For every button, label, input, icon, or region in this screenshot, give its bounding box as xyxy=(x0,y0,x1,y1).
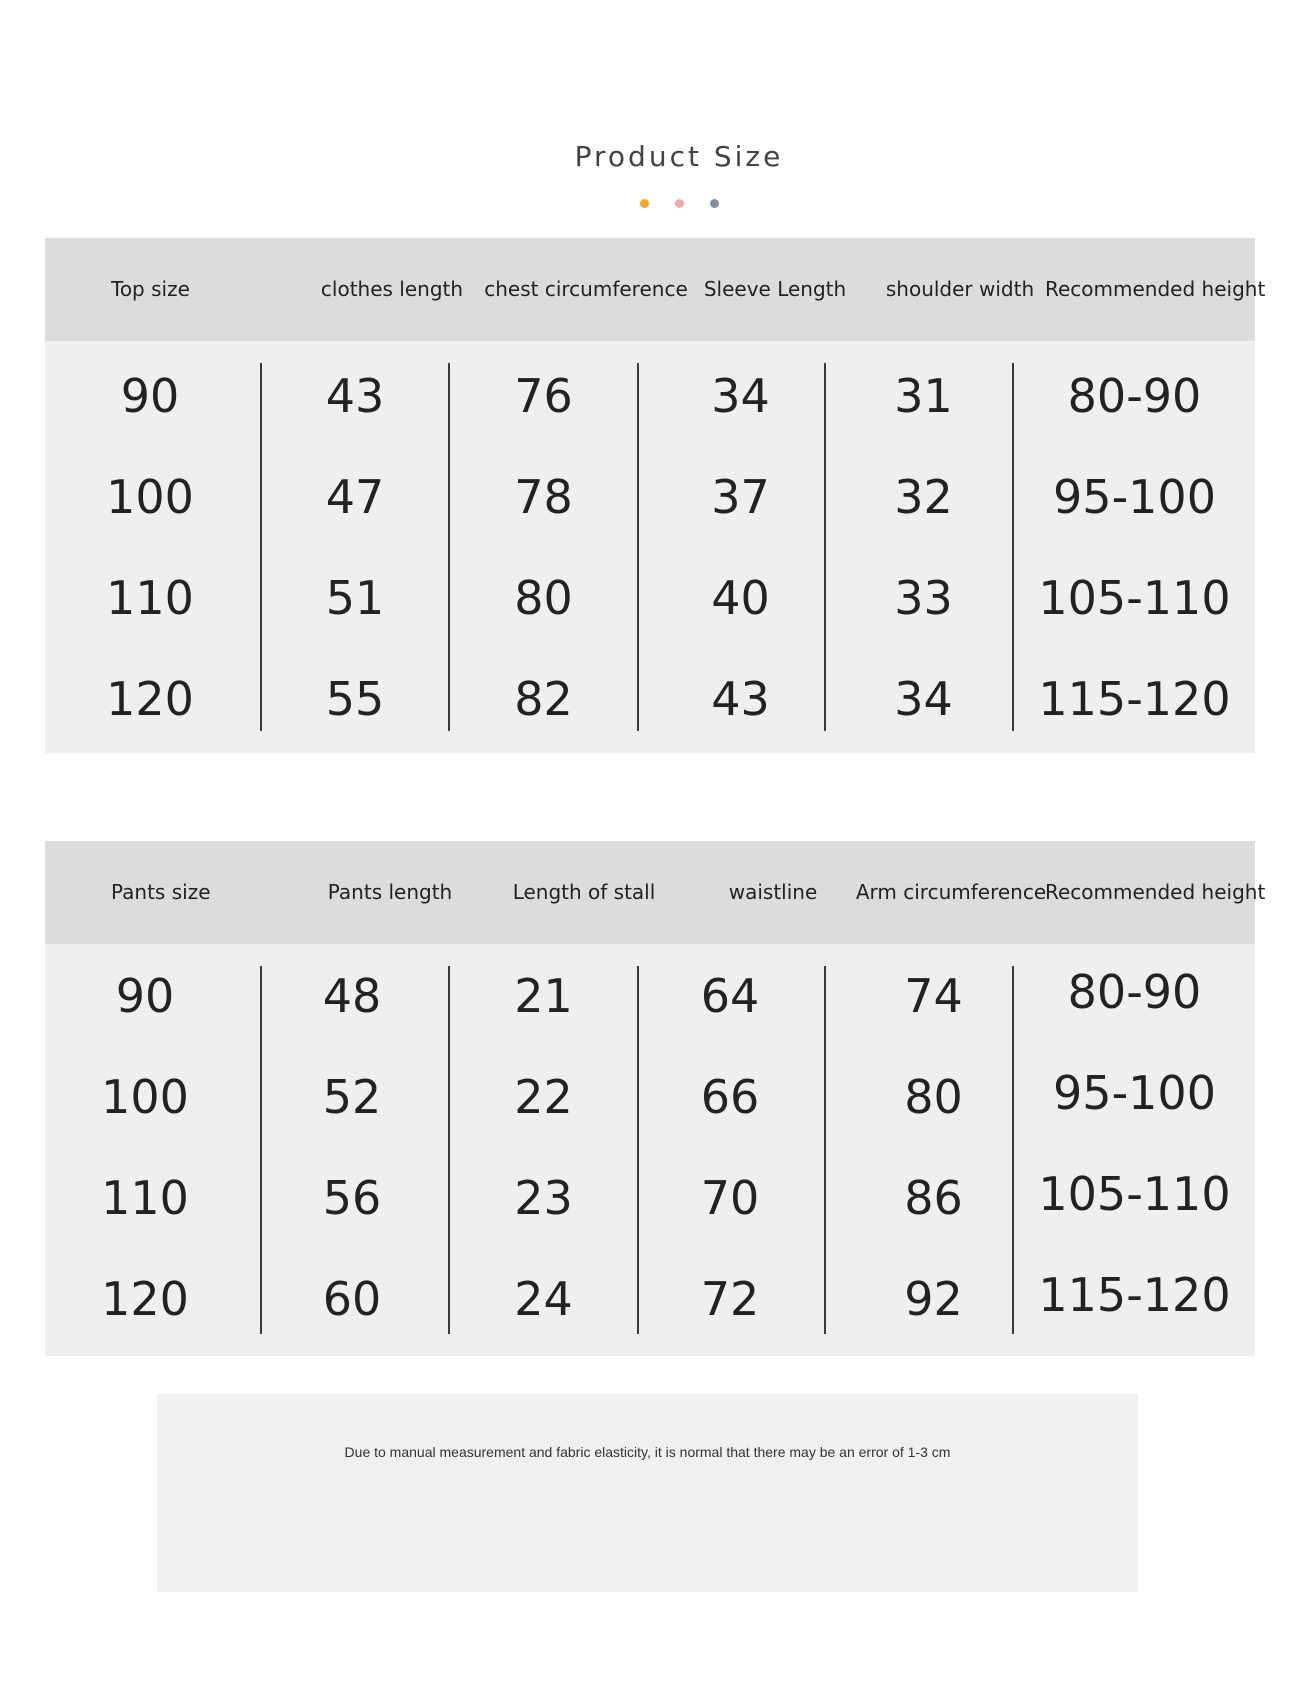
cell-sleeve: 37 xyxy=(711,470,770,524)
table-row xyxy=(45,447,1255,547)
cell-pants-length: 56 xyxy=(322,1171,382,1225)
top-size-table xyxy=(45,238,1266,753)
header-chest-circumference: chest circumference xyxy=(484,277,688,301)
pants-table-header xyxy=(45,841,1266,944)
cell-height: 115-120 xyxy=(1038,1268,1231,1322)
pants-table-body xyxy=(45,944,1255,1356)
cell-size: 120 xyxy=(101,1272,189,1326)
cell-size: 90 xyxy=(120,369,180,423)
table-row xyxy=(45,548,1255,648)
table-row xyxy=(45,1249,1255,1349)
cell-waistline: 70 xyxy=(700,1171,760,1225)
header-shoulder-width: shoulder width xyxy=(885,277,1035,301)
cell-size: 100 xyxy=(106,470,194,524)
header-clothes-length: clothes length xyxy=(320,277,464,301)
cell-size: 120 xyxy=(106,672,194,726)
header-pants-size: Pants size xyxy=(111,880,211,904)
cell-shoulder: 34 xyxy=(894,672,953,726)
cell-chest: 80 xyxy=(514,571,573,625)
dot-blue xyxy=(710,199,719,208)
table-row xyxy=(45,649,1255,749)
header-top-size: Top size xyxy=(111,277,190,301)
cell-arm-circumference: 92 xyxy=(904,1272,963,1326)
cell-waistline: 64 xyxy=(700,969,760,1023)
cell-clothes-length: 43 xyxy=(325,369,385,423)
cell-clothes-length: 55 xyxy=(325,672,385,726)
cell-shoulder: 33 xyxy=(894,571,953,625)
header-recommended-height: Recommended height xyxy=(1045,880,1266,904)
cell-length-of-stall: 23 xyxy=(514,1171,573,1225)
dot-pink xyxy=(675,199,684,208)
cell-shoulder: 31 xyxy=(894,369,953,423)
cell-shoulder: 32 xyxy=(894,470,953,524)
cell-arm-circumference: 80 xyxy=(904,1070,963,1124)
table-row xyxy=(45,946,1255,1046)
cell-pants-length: 52 xyxy=(322,1070,382,1124)
cell-pants-length: 60 xyxy=(322,1272,382,1326)
cell-clothes-length: 47 xyxy=(325,470,385,524)
measurement-note: Due to manual measurement and fabric elasticity, it is normal that there may be an error of 1-3 cm xyxy=(344,1444,951,1460)
decorative-dots xyxy=(0,199,1300,208)
cell-height: 80-90 xyxy=(1067,965,1202,1019)
table-row xyxy=(45,1148,1255,1248)
cell-height: 80-90 xyxy=(1067,369,1202,423)
cell-length-of-stall: 22 xyxy=(514,1070,573,1124)
cell-clothes-length: 51 xyxy=(325,571,385,625)
table-row xyxy=(45,1047,1255,1147)
dot-orange xyxy=(640,199,649,208)
cell-waistline: 72 xyxy=(700,1272,760,1326)
header-sleeve-length: Sleeve Length xyxy=(703,277,847,301)
cell-size: 110 xyxy=(101,1171,189,1225)
cell-chest: 78 xyxy=(514,470,573,524)
header-pants-length: Pants length xyxy=(327,880,453,904)
pants-size-table xyxy=(45,841,1266,1356)
cell-height: 95-100 xyxy=(1053,470,1216,524)
cell-size: 100 xyxy=(101,1070,189,1124)
cell-arm-circumference: 74 xyxy=(904,969,963,1023)
top-table-header xyxy=(45,238,1266,341)
cell-sleeve: 43 xyxy=(711,672,770,726)
header-length-of-stall: Length of stall xyxy=(512,880,656,904)
header-recommended-height: Recommended height xyxy=(1045,277,1266,301)
cell-height: 105-110 xyxy=(1038,571,1231,625)
table-row xyxy=(45,346,1255,446)
cell-height: 115-120 xyxy=(1038,672,1231,726)
cell-size: 90 xyxy=(115,969,175,1023)
measurement-note-box xyxy=(157,1394,1138,1592)
cell-waistline: 66 xyxy=(700,1070,760,1124)
cell-chest: 76 xyxy=(514,369,573,423)
top-table-body xyxy=(45,341,1255,753)
cell-sleeve: 40 xyxy=(711,571,770,625)
cell-length-of-stall: 21 xyxy=(514,969,573,1023)
cell-sleeve: 34 xyxy=(711,369,770,423)
cell-size: 110 xyxy=(106,571,194,625)
cell-height: 105-110 xyxy=(1038,1167,1231,1221)
cell-length-of-stall: 24 xyxy=(514,1272,573,1326)
cell-height: 95-100 xyxy=(1053,1066,1216,1120)
header-arm-circumference: Arm circumference xyxy=(855,880,1047,904)
cell-pants-length: 48 xyxy=(322,969,382,1023)
cell-arm-circumference: 86 xyxy=(904,1171,963,1225)
header-waistline: waistline xyxy=(728,880,818,904)
cell-chest: 82 xyxy=(514,672,573,726)
page-title: Product Size xyxy=(574,140,784,173)
